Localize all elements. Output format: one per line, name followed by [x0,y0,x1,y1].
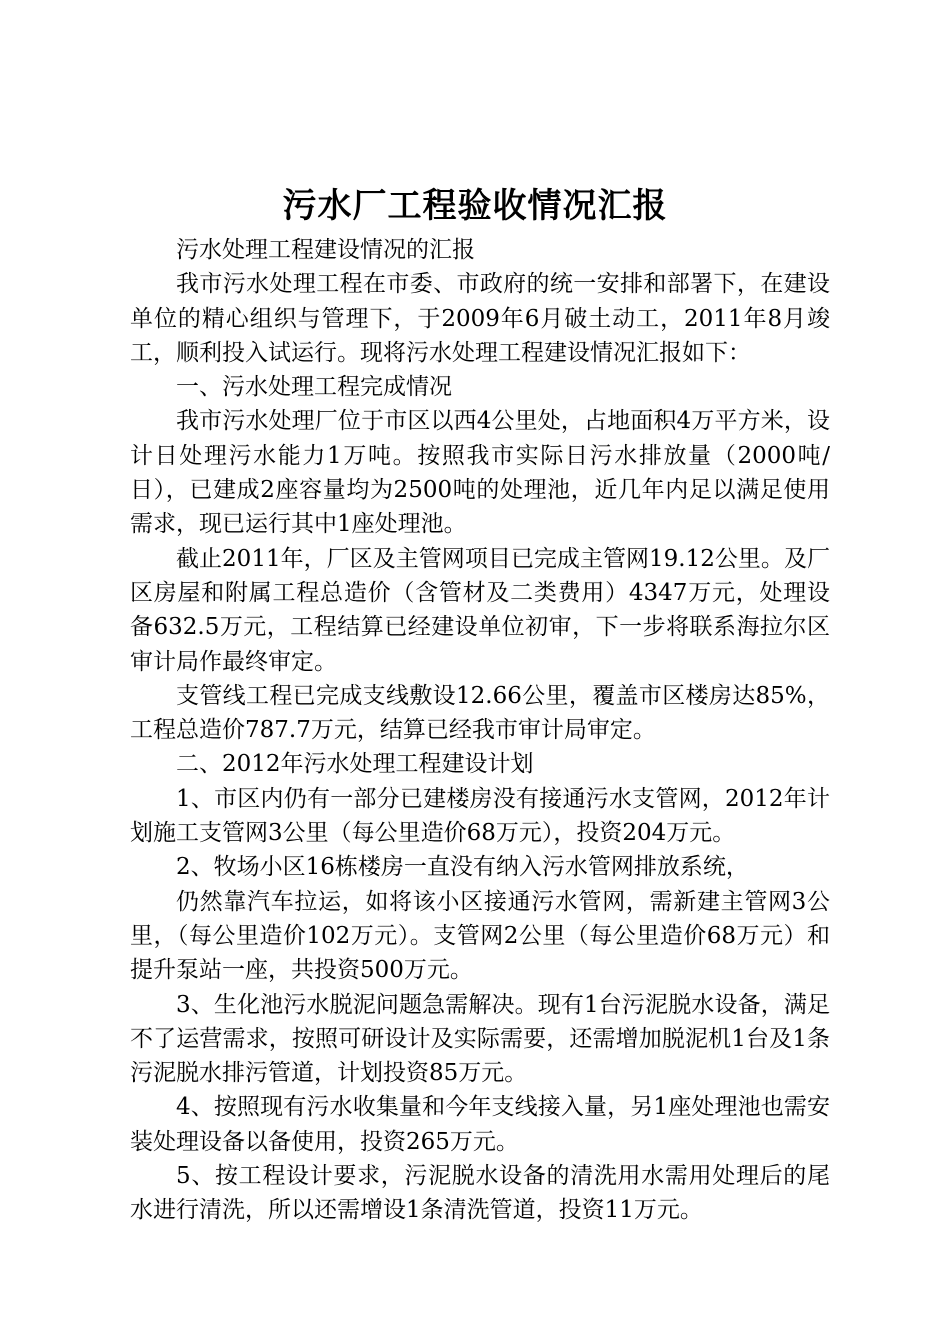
paragraph-subtitle: 污水处理工程建设情况的汇报 [176,237,475,263]
plan-item-2: 2、牧场小区16栋楼房一直没有纳入污水管网排放系统， [176,854,749,881]
section-heading-1: 一、污水处理工程完成情况 [176,374,452,401]
paragraph-intro: 我市污水处理工程在市委、市政府的统一安排和部署下，在建设单位的精心组织与管理下，于2009年6月破土动工，2011年8月竣工，顺利投入试运行。现将污水处理工程建设情况汇报如下： [130,271,830,366]
plan-item-1: 1、市区内仍有一部分已建楼房没有接通污水支管网，2012年计划施工支管网3公里（每公里造价68万元），投资204万元。 [130,785,830,847]
paragraph-branch-network: 支管线工程已完成支线敷设12.66公里，覆盖市区楼房达85%，工程总造价787.7万元，结算已经我市审计局审定。 [130,682,830,744]
paragraph-main-network: 截止2011年，厂区及主管网项目已完成主管网19.12公里。及厂区房屋和附属工程总造价（含管材及二类费用）4347万元，处理设备632.5万元，工程结算已经建设单位初审，下一步将联系海拉尔区审计局作最终审定。 [130,545,830,675]
section-heading-2: 二、2012年污水处理工程建设计划 [176,751,534,778]
plan-item-2-continued: 仍然靠汽车拉运，如将该小区接通污水管网，需新建主管网3公里，（每公里造价102万元）。支管网2公里（每公里造价68万元）和提升泵站一座，共投资500万元。 [130,888,830,984]
plan-item-3: 3、生化池污水脱泥问题急需解决。现有1台污泥脱水设备，满足不了运营需求，按照可研设计及实际需要，还需增加脱泥机1台及1条污泥脱水排污管道，计划投资85万元。 [130,991,830,1087]
document-body [130,233,830,1228]
page-title: 污水厂工程验收情况汇报 [282,186,668,226]
paragraph-plant-info: 我市污水处理厂位于市区以西4公里处，占地面积4万平方米，设计日处理污水能力1万吨。按照我市实际日污水排放量（2000吨/日），已建成2座容量均为2500吨的处理池，近几年内足以满足使用需求，现已运行其中1座处理池。 [130,408,830,538]
plan-item-4: 4、按照现有污水收集量和今年支线接入量，另1座处理池也需安装处理设备以备使用，投资265万元。 [130,1094,830,1155]
plan-item-5: 5、按工程设计要求，污泥脱水设备的清洗用水需用处理后的尾水进行清洗，所以还需增设1条清洗管道，投资11万元。 [130,1163,830,1224]
